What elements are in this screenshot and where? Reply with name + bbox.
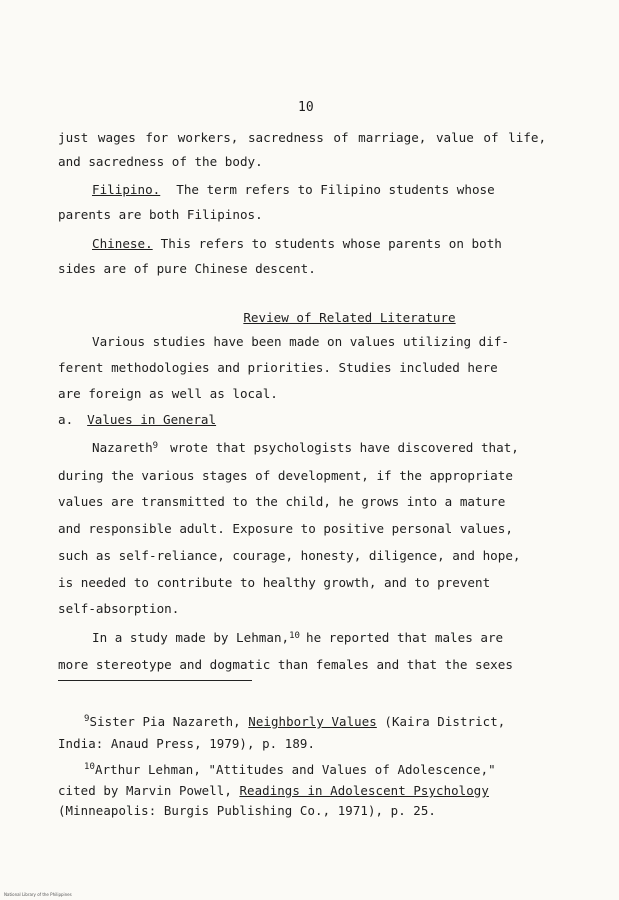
text-line: and sacredness of the body. (58, 154, 263, 169)
footnote-rule (58, 680, 252, 681)
footnote-title: Readings in Adolescent Psychology (239, 783, 489, 798)
section-heading: Review of Related Literature (243, 310, 456, 325)
filipino-term: Filipino. (92, 182, 161, 197)
text-line: he reported that males are (305, 630, 504, 645)
intro-line-1 (92, 336, 568, 349)
filipino-def-line-2 (58, 209, 568, 222)
text-line: during the various stages of development, if the appropriate (58, 468, 513, 483)
nazareth-line-4 (58, 523, 568, 536)
text-line: In a study made by Lehman, (92, 630, 290, 645)
text-line: and responsible adult. Exposure to positive personal values, (58, 521, 513, 536)
author-name: Nazareth (92, 440, 153, 455)
footnote-ref: 10 (289, 631, 300, 641)
chinese-def-line-1 (92, 238, 568, 251)
footnote-10-line-3 (58, 803, 436, 818)
text-line: is needed to contribute to healthy growth, and to prevent (58, 575, 491, 590)
text-line: more stereotype and dogmatic than females and that the sexes (58, 657, 513, 672)
footnote-text: Arthur Lehman, "Attitudes and Values of Adolescence," (95, 762, 496, 777)
body-line-1 (58, 132, 568, 145)
body-line-2 (58, 156, 568, 169)
footnote-text: cited by Marvin Powell, (58, 783, 232, 798)
nazareth-line-5 (58, 550, 568, 563)
intro-line-3 (58, 388, 568, 401)
text-line: are foreign as well as local. (58, 386, 278, 401)
footnote-ref: 9 (152, 441, 159, 451)
chinese-text: This refers to students whose parents on both (160, 236, 502, 251)
footnote-title: Neighborly Values (248, 714, 377, 729)
subsection-title: Values in General (87, 412, 217, 427)
text-line: ferent methodologies and priorities. Studies included here (58, 360, 498, 375)
text-line: sides are of pure Chinese descent. (58, 261, 316, 276)
footnote-9-line-1 (84, 714, 505, 729)
footnote-10-line-1 (84, 762, 496, 777)
nazareth-line-3 (58, 496, 568, 509)
footnote-text: (Minneapolis: Burgis Publishing Co., 1971), p. 25. (58, 803, 436, 818)
text-line: wrote that psychologists have discovered that, (170, 440, 519, 455)
nazareth-line-2 (58, 470, 568, 483)
subsection-letter: a. (58, 412, 74, 427)
footnote-text: (Kaira District, (384, 714, 506, 729)
chinese-def-line-2 (58, 263, 568, 276)
filipino-text: The term refers to Filipino students whose (176, 182, 495, 197)
text-line: Various studies have been made on values utilizing dif- (92, 334, 510, 349)
filipino-def-line-1 (92, 184, 568, 197)
footnote-number: 10 (84, 762, 96, 772)
intro-line-2 (58, 362, 568, 375)
footnote-number: 9 (84, 714, 90, 724)
chinese-term: Chinese. (92, 236, 153, 251)
footnote-text: Sister Pia Nazareth, (89, 714, 241, 729)
nazareth-line-7 (58, 603, 568, 616)
text-line: just wages for workers, sacredness of marriage, value of life, (58, 130, 547, 145)
text-line: values are transmitted to the child, he grows into a mature (58, 494, 506, 509)
subsection-heading (58, 414, 568, 427)
lehman-line-2 (58, 659, 568, 672)
footnote-9-line-2 (58, 736, 315, 751)
footnote-text: India: Anaud Press, 1979), p. 189. (58, 736, 316, 751)
text-line: parents are both Filipinos. (58, 207, 263, 222)
nazareth-line-6 (58, 577, 568, 590)
text-line: self-absorption. (58, 601, 180, 616)
nazareth-line-1 (92, 442, 568, 455)
text-line: such as self-reliance, courage, honesty, diligence, and hope, (58, 548, 521, 563)
library-footer: National Library of the Philippines (4, 892, 72, 897)
lehman-line-1 (92, 632, 568, 645)
page-number: 10 (298, 100, 314, 115)
footnote-10-line-2 (58, 783, 489, 798)
